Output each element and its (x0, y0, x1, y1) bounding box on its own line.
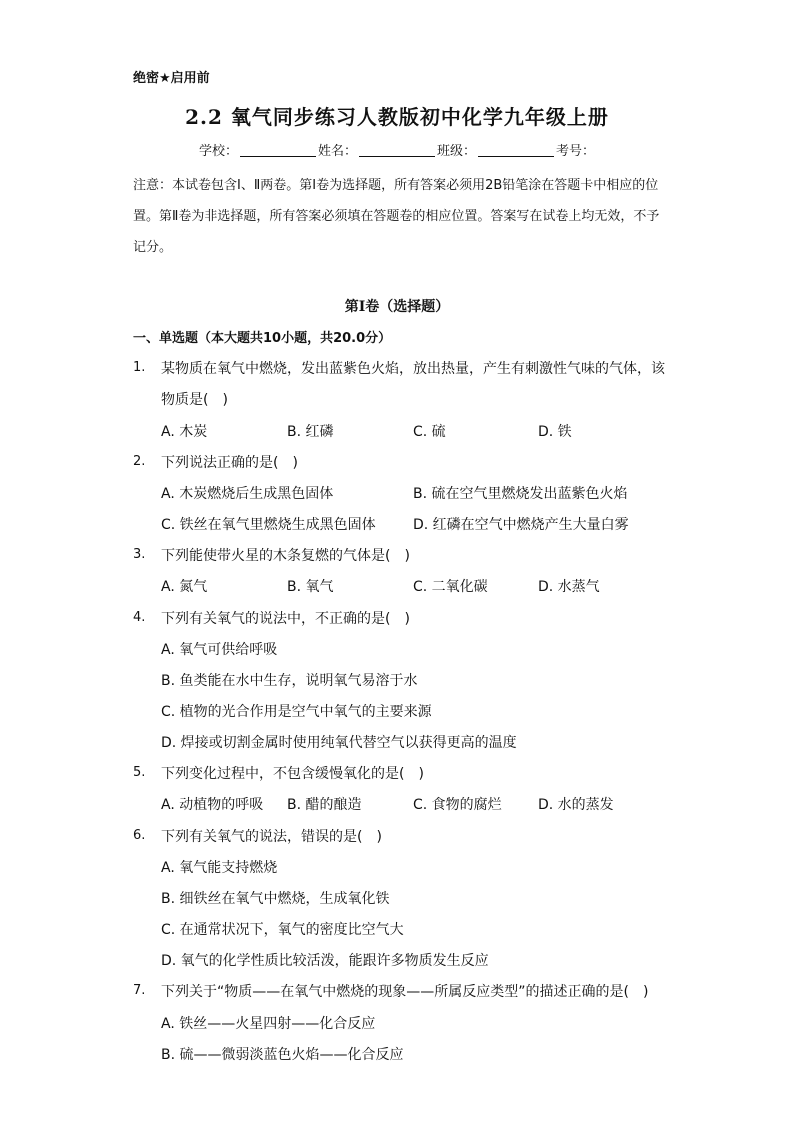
class-label: 班级： (437, 144, 477, 159)
school-blank (240, 155, 316, 157)
option-c: C. 二氧化碳 (413, 579, 488, 595)
option-b: B. 鱼类能在水中生存，说明氧气易溶于水 (161, 673, 418, 689)
question-stem: 下列有关氧气的说法中，不正确的是( ) (161, 611, 410, 627)
option-a: A. 氧气能支持燃烧 (161, 860, 278, 876)
section-title: 第Ⅰ卷（选择题） (344, 299, 450, 315)
option-d: D. 氧气的化学性质比较活泼，能跟许多物质发生反应 (161, 953, 489, 969)
option-c: C. 植物的光合作用是空气中氧气的主要来源 (161, 704, 432, 720)
question-number: 6. (133, 828, 146, 843)
option-c: C. 硫 (413, 424, 446, 440)
option-c: C. 在通常状况下，氧气的密度比空气大 (161, 922, 404, 938)
secret-label: 绝密★启用前 (133, 71, 210, 86)
question-stem: 某物质在氧气中燃烧，发出蓝紫色火焰，放出热量，产生有刺激性气味的气体，该 (161, 361, 665, 377)
question-stem: 下列说法正确的是( ) (161, 455, 298, 471)
option-b: B. 硫在空气里燃烧发出蓝紫色火焰 (413, 486, 628, 502)
option-d: D. 红磷在空气中燃烧产生大量白雾 (413, 517, 629, 533)
option-b: B. 硫——微弱淡蓝色火焰——化合反应 (161, 1047, 404, 1063)
name-blank (359, 155, 435, 157)
option-c: C. 铁丝在氧气里燃烧生成黑色固体 (161, 517, 376, 533)
question-number: 1. (133, 360, 146, 375)
question-number: 2. (133, 454, 146, 469)
option-c: C. 食物的腐烂 (413, 797, 502, 813)
page-title: 2.2 氧气同步练习人教版初中化学九年级上册 (185, 105, 609, 129)
option-a: A. 动植物的呼吸 (161, 797, 264, 813)
question-stem-continued: 物质是( ) (161, 392, 228, 408)
question-stem: 下列能使带火星的木条复燃的气体是( ) (161, 548, 410, 564)
student-info-row (0, 140, 794, 159)
option-b: B. 细铁丝在氧气中燃烧，生成氧化铁 (161, 891, 390, 907)
question-stem: 下列有关氧气的说法，错误的是( ) (161, 829, 382, 845)
school-label: 学校： (198, 144, 238, 159)
question-number: 4. (133, 610, 146, 625)
option-b: B. 红磷 (287, 424, 334, 440)
notice-text: 注意：本试卷包含Ⅰ、Ⅱ两卷。第Ⅰ卷为选择题，所有答案必须用2B铅笔涂在答题卡中相应的位置。第Ⅱ卷为非选择题，所有答案必须填在答题卷的相应位置。答案写在试卷上均无效，不予记分。 (133, 178, 660, 255)
option-a: A. 氮气 (161, 579, 208, 595)
class-blank (478, 155, 554, 157)
question-number: 7. (133, 983, 146, 998)
option-a: A. 铁丝——火星四射——化合反应 (161, 1016, 376, 1032)
option-b: B. 醋的酿造 (287, 797, 362, 813)
part-title: 一、单选题（本大题共10小题，共20.0分） (133, 331, 392, 346)
exam-no-label: 考号： (556, 144, 596, 159)
question-number: 5. (133, 765, 146, 780)
name-label: 姓名： (317, 144, 357, 159)
option-a: A. 氧气可供给呼吸 (161, 642, 278, 658)
option-d: D. 水蒸气 (538, 579, 600, 595)
option-d: D. 水的蒸发 (538, 797, 614, 813)
option-b: B. 氧气 (287, 579, 334, 595)
option-a: A. 木炭 (161, 424, 208, 440)
option-d: D. 焊接或切割金属时使用纯氧代替空气以获得更高的温度 (161, 735, 517, 751)
option-d: D. 铁 (538, 424, 572, 440)
question-stem: 下列变化过程中，不包含缓慢氧化的是( ) (161, 766, 424, 782)
option-a: A. 木炭燃烧后生成黑色固体 (161, 486, 334, 502)
question-number: 3. (133, 547, 146, 562)
question-stem: 下列关于“物质——在氧气中燃烧的现象——所属反应类型”的描述正确的是( ) (161, 984, 649, 1000)
